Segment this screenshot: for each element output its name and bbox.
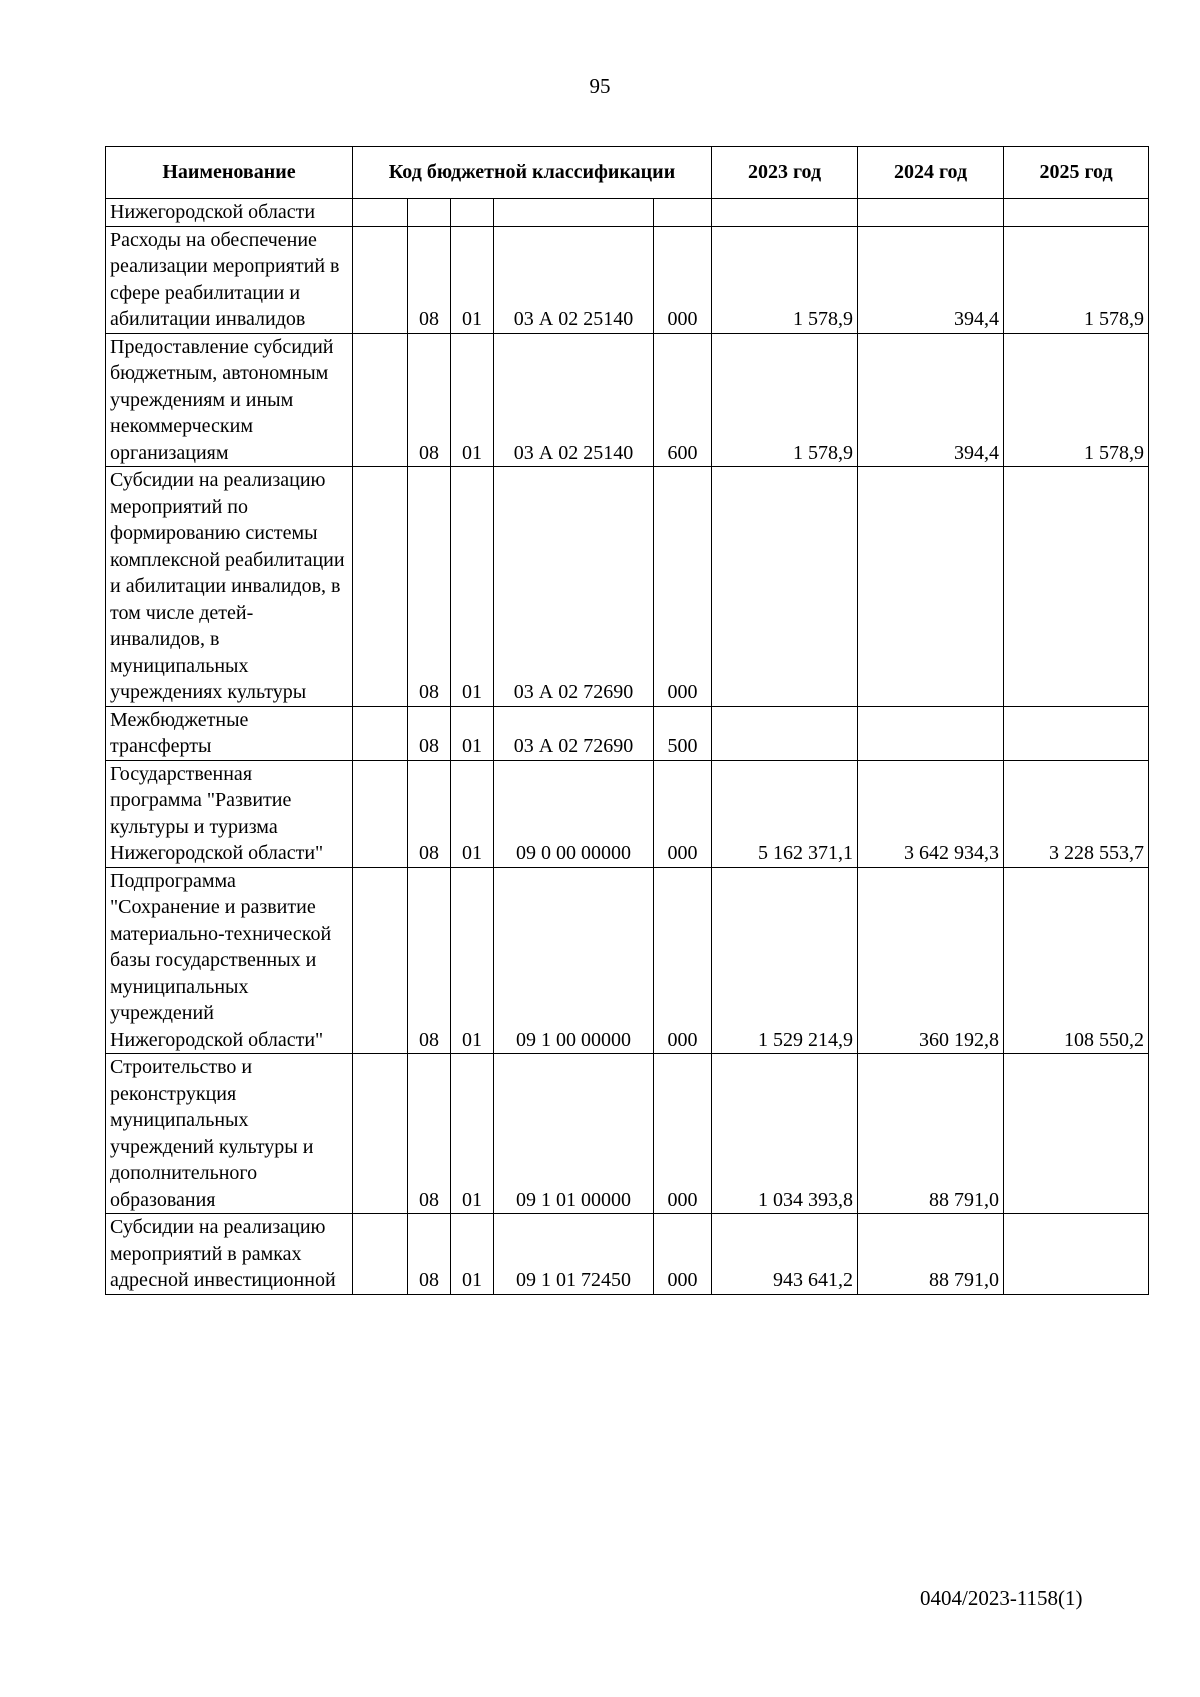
value-2025: 3 228 553,7 [1004, 760, 1149, 867]
code-subsection: 01 [451, 226, 494, 333]
table-row [106, 199, 1149, 227]
document-id: 0404/2023-1158(1) [920, 1586, 1083, 1610]
row-name: Межбюджетные трансферты [106, 706, 353, 760]
row-name: Субсидии на реализацию мероприятий по формированию системы комплексной реабилитации и абилитации инвалидов, в том числе детей-инвалидов, в муниципальных учреждениях культуры [106, 467, 353, 707]
code-section: 08 [408, 867, 451, 1054]
code-subsection [451, 199, 494, 227]
code-section: 08 [408, 1054, 451, 1214]
code-section: 08 [408, 226, 451, 333]
code-1 [353, 760, 408, 867]
value-2025 [1004, 1054, 1149, 1214]
code-expense-type: 500 [654, 706, 712, 760]
value-2023: 5 162 371,1 [712, 760, 858, 867]
code-expense-type: 000 [654, 1214, 712, 1295]
code-expense-type: 000 [654, 1054, 712, 1214]
code-target: 09 0 00 00000 [494, 760, 654, 867]
header-name: Наименование [106, 147, 353, 199]
code-1 [353, 467, 408, 707]
value-2024: 3 642 934,3 [858, 760, 1004, 867]
code-1 [353, 1214, 408, 1295]
code-target: 03 А 02 72690 [494, 467, 654, 707]
value-2023: 943 641,2 [712, 1214, 858, 1295]
value-2025 [1004, 467, 1149, 707]
row-name: Расходы на обеспечение реализации мероприятий в сфере реабилитации и абилитации инвалидов [106, 226, 353, 333]
value-2023 [712, 706, 858, 760]
code-subsection: 01 [451, 1054, 494, 1214]
value-2025: 108 550,2 [1004, 867, 1149, 1054]
value-2024: 360 192,8 [858, 867, 1004, 1054]
value-2025 [1004, 706, 1149, 760]
row-name: Предоставление субсидий бюджетным, автономным учреждениям и иным некоммерческим организациям [106, 333, 353, 467]
code-section: 08 [408, 467, 451, 707]
value-2023: 1 034 393,8 [712, 1054, 858, 1214]
table-row [106, 333, 1149, 467]
value-2025 [1004, 1214, 1149, 1295]
table-row [106, 706, 1149, 760]
code-subsection: 01 [451, 760, 494, 867]
table-row [106, 467, 1149, 707]
code-1 [353, 199, 408, 227]
code-subsection: 01 [451, 1214, 494, 1295]
value-2023: 1 529 214,9 [712, 867, 858, 1054]
code-target: 09 1 00 00000 [494, 867, 654, 1054]
value-2024: 88 791,0 [858, 1214, 1004, 1295]
table-row [106, 1214, 1149, 1295]
header-2023: 2023 год [712, 147, 858, 199]
header-row [106, 147, 1149, 199]
value-2023: 1 578,9 [712, 226, 858, 333]
code-subsection: 01 [451, 467, 494, 707]
table-row [106, 1054, 1149, 1214]
code-1 [353, 226, 408, 333]
code-1 [353, 706, 408, 760]
code-expense-type [654, 199, 712, 227]
code-subsection: 01 [451, 706, 494, 760]
value-2025 [1004, 199, 1149, 227]
table-row [106, 760, 1149, 867]
code-section: 08 [408, 760, 451, 867]
code-expense-type: 000 [654, 760, 712, 867]
code-section: 08 [408, 1214, 451, 1295]
value-2024: 88 791,0 [858, 1054, 1004, 1214]
row-name: Субсидии на реализацию мероприятий в рамках адресной инвестиционной [106, 1214, 353, 1295]
value-2023: 1 578,9 [712, 333, 858, 467]
code-1 [353, 333, 408, 467]
value-2024 [858, 706, 1004, 760]
row-name: Нижегородской области [106, 199, 353, 227]
table-row [106, 867, 1149, 1054]
code-expense-type: 000 [654, 467, 712, 707]
header-code: Код бюджетной классификации [353, 147, 712, 199]
value-2025: 1 578,9 [1004, 226, 1149, 333]
code-target: 09 1 01 00000 [494, 1054, 654, 1214]
code-expense-type: 600 [654, 333, 712, 467]
value-2023 [712, 467, 858, 707]
header-2024: 2024 год [858, 147, 1004, 199]
code-expense-type: 000 [654, 226, 712, 333]
code-section [408, 199, 451, 227]
value-2024 [858, 467, 1004, 707]
code-expense-type: 000 [654, 867, 712, 1054]
value-2024: 394,4 [858, 226, 1004, 333]
row-name: Строительство и реконструкция муниципальных учреждений культуры и дополнительного образования [106, 1054, 353, 1214]
code-subsection: 01 [451, 333, 494, 467]
code-1 [353, 1054, 408, 1214]
table-row [106, 226, 1149, 333]
page-number: 95 [589, 74, 611, 98]
code-subsection: 01 [451, 867, 494, 1054]
code-target: 03 А 02 72690 [494, 706, 654, 760]
code-target: 03 А 02 25140 [494, 333, 654, 467]
code-1 [353, 867, 408, 1054]
code-section: 08 [408, 706, 451, 760]
header-2025: 2025 год [1004, 147, 1149, 199]
value-2025: 1 578,9 [1004, 333, 1149, 467]
code-section: 08 [408, 333, 451, 467]
code-target: 09 1 01 72450 [494, 1214, 654, 1295]
value-2023 [712, 199, 858, 227]
code-target: 03 А 02 25140 [494, 226, 654, 333]
code-target [494, 199, 654, 227]
value-2024: 394,4 [858, 333, 1004, 467]
value-2024 [858, 199, 1004, 227]
row-name: Государственная программа "Развитие культуры и туризма Нижегородской области" [106, 760, 353, 867]
row-name: Подпрограмма "Сохранение и развитие материально-технической базы государственных и муниципальных учреждений Нижегородской области" [106, 867, 353, 1054]
budget-table [105, 146, 1149, 1295]
